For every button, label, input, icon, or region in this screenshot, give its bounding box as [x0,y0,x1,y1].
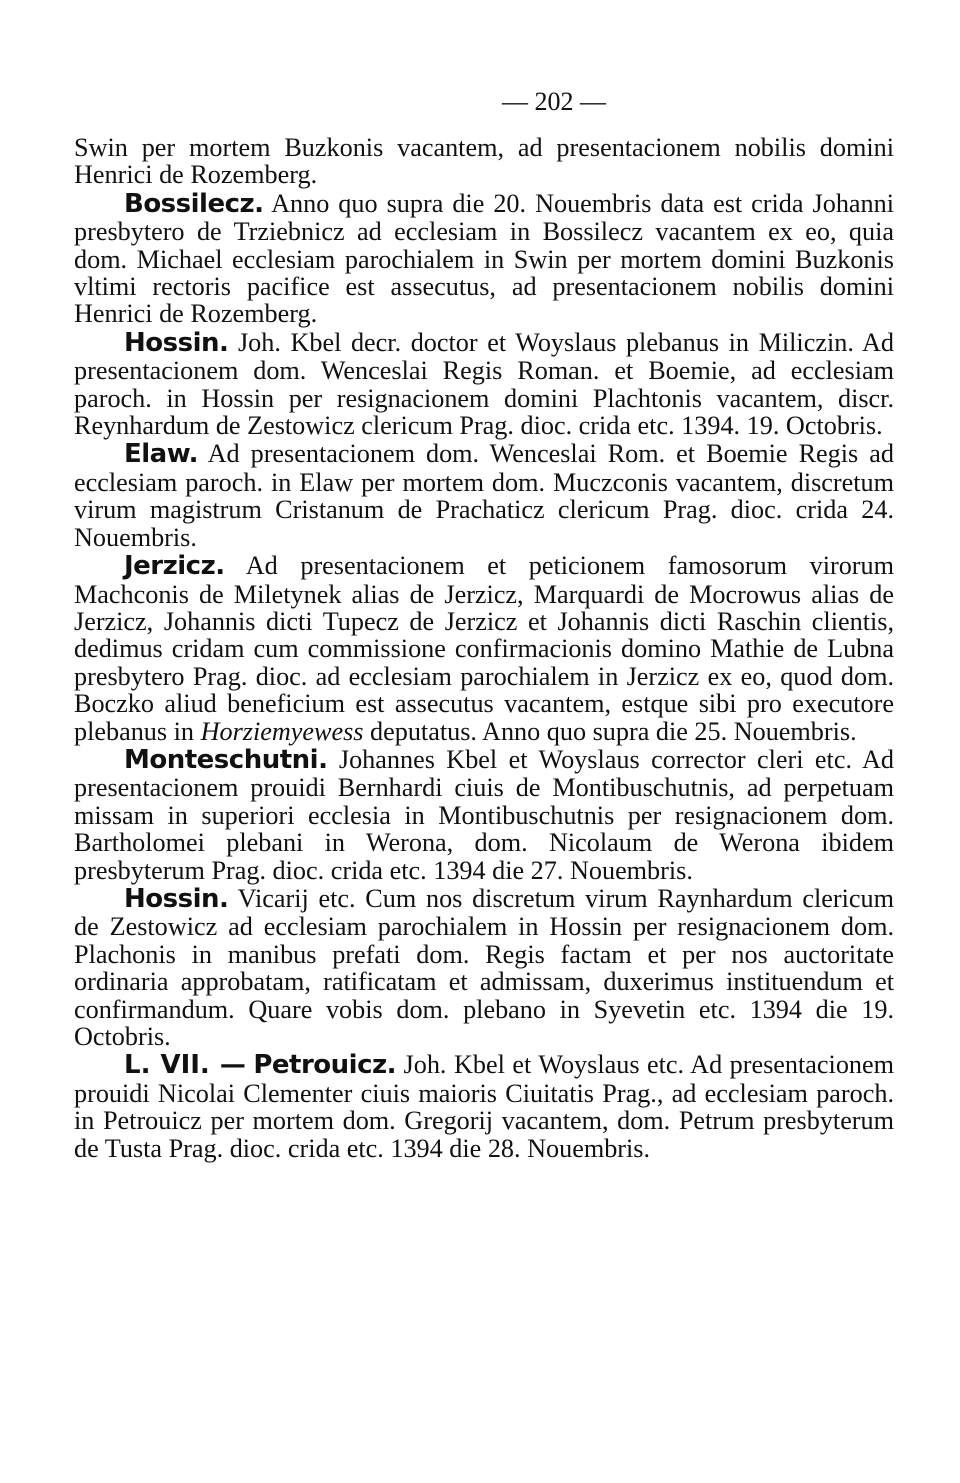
section-marker: L. VII. — [124,1050,246,1081]
entry-heading: Bossilecz. [124,188,264,219]
entry-petrouicz [74,1051,894,1162]
page-number: — 202 — [502,87,606,116]
entry-text: Johannes Kbel et Woyslaus corrector cleri etc. Ad presentacionem prouidi Bernhardi ciuis de Montibuschutnis, ad perpetuam missam in superiori ecclesia in Montibuschutnis per resignacionem dom. Bartholomei plebani in Werona, dom. Nicolaum de Werona ibidem presbyterum Prag. dioc. crida etc. 1394 die 27. Nouembris. [74,744,894,885]
entry-monteschutni [74,746,894,884]
entry-heading: Hossin. [124,327,229,358]
entry-heading: Jerzicz. [124,551,225,582]
entry-heading: Hossin. [124,883,229,914]
entry-text: deputatus. Anno quo supra die 25. Nouembris. [370,716,857,746]
entry-hossin-2 [74,885,894,1050]
entry-elaw [74,440,894,551]
entry-text: Anno quo supra die 20. Nouembris data est crida Johanni presbytero de Trziebnicz ad ecclesiam in Bossilecz vacantem ex eo, quia dom. Michael ecclesiam parochialem in Swin per mortem domini Buzkonis vltimi rectoris pacifice est assecutus, ad presentacionem nobilis domini Henrici de Rozemberg. [74,188,894,329]
entry-text: Ad presentacionem et peticionem famosorum virorum Machconis de Miletynek alias de Jerzicz, Marquardi de Mocrowus alias de Jerzicz, Johannis dicti Tupecz de Jerzicz et Johannis dicti Raschin clientis, dedimus cridam cum commissione confirmacionis domino Mathie de Lubna presbytero Prag. dioc. ad ecclesiam parochialem in Jerzicz ex eo, quod dom. Boczko aliud beneficium est assecutus vacantem, estque sibi pro executore plebanus in [74,551,894,746]
entry-italic-place: Horziemyewess [200,716,364,746]
entry-heading: Petrouicz. [253,1050,397,1081]
entry-text: Joh. Kbel decr. doctor et Woyslaus plebanus in Miliczin. Ad presentacionem dom. Wenceslai Regis Roman. et Boemie, ad ecclesiam paroch. in Hossin per resignacionem domini Plachtonis vacantem, discr. Reynhardum de Zestowicz clericum Prag. dioc. crida etc. 1394. 19. Octobris. [74,327,895,441]
entry-text: Ad presentacionem dom. Wenceslai Rom. et Boemie Regis ad ecclesiam paroch. in Elaw per mortem dom. Muczconis vacantem, discretum virum magistrum Cristanum de Prachaticz clericum Prag. dioc. crida 24. Nouembris. [74,439,895,552]
entry-bossilecz [74,190,894,328]
entry-swin-continuation [74,134,894,189]
document-page [74,82,894,1163]
entry-hossin-1 [74,329,894,440]
entry-heading: Elaw. [124,439,198,470]
entry-text: Vicarij etc. Cum nos discretum virum Raynhardum clericum de Zestowicz ad ecclesiam parochialem in Hossin per resignacionem dom. Plachonis in manibus prefati dom. Regis factam et per nos auctoritate ordinaria approbatam, ratificatam et admissam, duxerimus instituendum et confirmandum. Quare vobis dom. plebano in Syevetin etc. 1394 die 19. Octobris. [74,883,894,1051]
entry-jerzicz [74,552,894,745]
entry-text: Joh. Kbel et Woyslaus etc. Ad presentacionem prouidi Nicolai Clementer ciuis maioris Ciuitatis Prag., ad ecclesiam paroch. in Petrouicz per mortem dom. Gregorij vacantem, dom. Petrum presbyterum de Tusta Prag. dioc. crida etc. 1394 die 28. Nouembris. [74,1050,895,1163]
entry-text: Swin per mortem Buzkonis vacantem, ad presentacionem nobilis domini Henrici de Rozemberg. [74,133,894,190]
entry-heading: Monteschutni. [124,744,328,775]
